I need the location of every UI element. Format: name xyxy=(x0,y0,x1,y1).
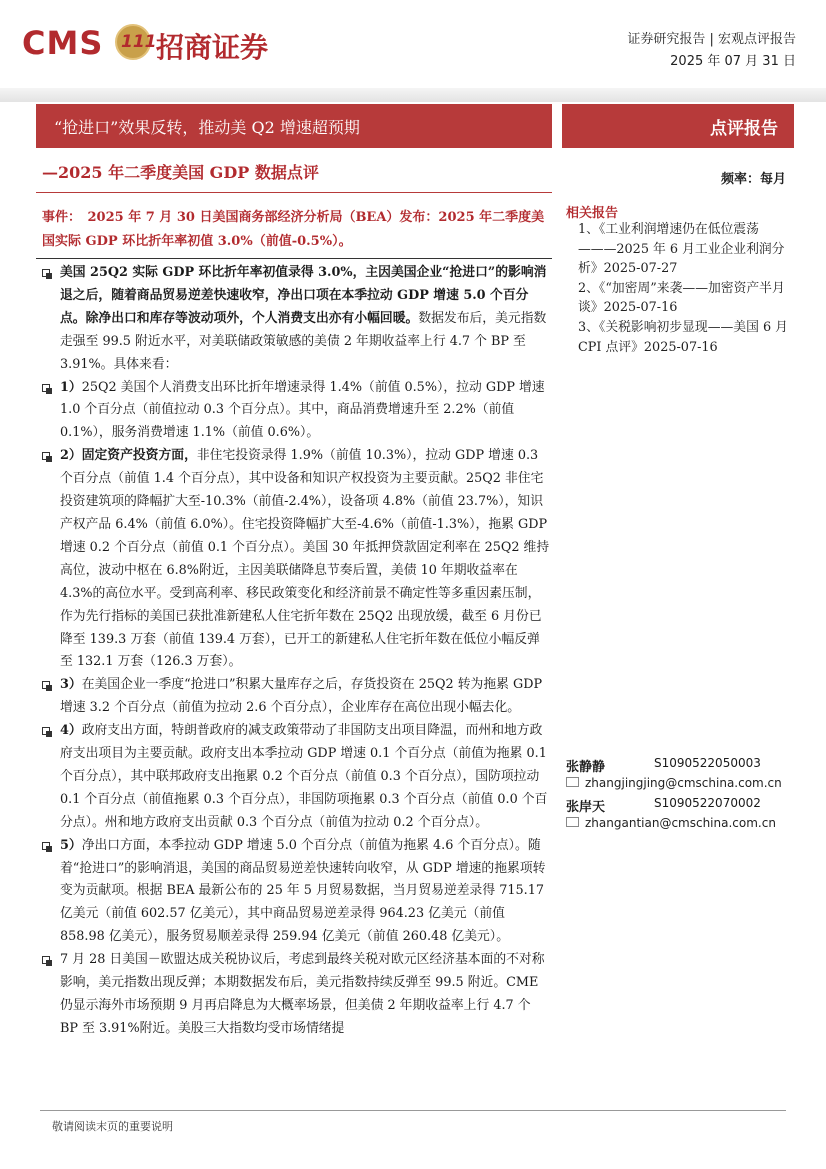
body-paragraph xyxy=(40,720,552,835)
bullet-icon xyxy=(42,681,50,689)
analyst-email[interactable]: zhangjingjing@cmschina.com.cn xyxy=(585,776,782,790)
related-report-link[interactable]: 1、《工业利润增速仍在低位震荡———2025 年 6 月工业企业利润分析》2025-07-27 xyxy=(578,222,785,277)
paragraph-text: 7 月 28 日美国－欧盟达成关税协议后，考虑到最终关税对欧元区经济基本面的不对称影响，美元指数出现反弹；本期数据发布后，美元指数持续反弹至 99.5 附近。CME 仍显示海外市场预期 9 月再启降息为大概率场景，但美债 2 年期收益率上行 4.7 个 BP 至 3.91%附近。美股三大指数均受市场情绪提 xyxy=(60,952,545,1036)
related-report-link[interactable]: 3、《关税影响初步显现——美国 6 月 CPI 点评》2025-07-16 xyxy=(578,319,788,355)
logo-chinese-name: 招商证券 xyxy=(156,31,269,64)
body-paragraph xyxy=(40,674,552,720)
analyst-email-row xyxy=(566,776,782,790)
divider xyxy=(36,192,552,193)
related-report-link[interactable]: 2、《“加密周”来袭——加密资产半月谈》2025-07-16 xyxy=(578,280,785,316)
analyst-name: 张岸天 xyxy=(566,800,606,815)
bullet-icon xyxy=(42,956,50,964)
analyst-license-id: S1090522070002 xyxy=(654,796,761,810)
analyst-entry xyxy=(566,756,761,775)
mail-icon xyxy=(566,777,579,787)
body-paragraph xyxy=(40,262,552,377)
header-band xyxy=(0,88,826,102)
mail-icon xyxy=(566,817,579,827)
report-type: 证券研究报告 | 宏观点评报告 xyxy=(627,32,796,47)
related-reports-list xyxy=(578,220,792,357)
bullet-icon xyxy=(42,842,50,850)
logo-mark-icon: 111 xyxy=(115,24,151,60)
bullet-icon xyxy=(42,727,50,735)
analyst-name: 张静静 xyxy=(566,760,606,775)
company-logo xyxy=(22,22,292,66)
paragraph-text: 非住宅投资录得 1.9%（前值 10.3%），拉动 GDP 增速 0.3 个百分点（前值 1.4 个百分点），其中设备和知识产权投资为主要贡献。25Q2 非住宅投资建筑项的降幅扩大至-10.3%（前值-2.4%），设备项 4.8%（前值 23.7%），知识产权产品 6.4%（前值 6.0%）。住宅投资降幅扩大至-4.6%（前值-1.3%），拖累 GDP 增速 0.2 个百分点（前值 0.1 个百分点）。美国 30 年抵押贷款固定利率在 25Q2 维持高位，波动中枢在 6.8%附近，主因美联储降息节奏后置，美债 10 年期收益率在 4.3%的高位水平。受到高利率、移民政策变化和经济前景不确定性等多重因素压制，作为先行指标的美国已获批准新建私人住宅折年数在 25Q2 出现放缓，截至 6 月份已降至 139.3 万套（前值 139.4 万套），已开工的新建私人住宅折年数在低位小幅反弹至 132.1 万套（126.3 万套）。 xyxy=(60,448,550,670)
report-title: “抢进口”效果反转，推动美 Q2 增速超预期 xyxy=(54,118,360,137)
report-frequency: 频率：每月 xyxy=(720,172,786,187)
paragraph-lead: 美国 25Q2 实际 GDP 环比折年率初值录得 3.0%，主因美国企业“抢进口”的影响消退之后，随着商品贸易逆差快速收窄，净出口项在本季拉动 GDP 增速 5.0 个百分点。除净出口和库存等波动项外，个人消费支出亦有小幅回暖。 xyxy=(60,265,547,326)
paragraph-lead: 4） xyxy=(60,723,82,739)
bullet-icon xyxy=(42,384,50,392)
logo-cms-text: CMS xyxy=(22,24,104,62)
paragraph-text: 政府支出方面，特朗普政府的减支政策带动了非国防支出项目降温，而州和地方政府支出项目为主要贡献。政府支出本季拉动 GDP 增速 0.1 个百分点（前值为拖累 0.1 个百分点），其中联邦政府支出拖累 0.2 个百分点（前值 0.3 个百分点），国防项拉动 0.1 个百分点（前值拖累 0.3 个百分点），非国防项拖累 0.3 个百分点（前值 0.0 个百分点）。州和地方政府支出贡献 0.3 个百分点（前值为拉动 0.2 个百分点）。 xyxy=(60,723,548,830)
body-paragraph xyxy=(40,445,552,674)
bullet-icon xyxy=(42,269,50,277)
bullet-icon xyxy=(42,452,50,460)
body-paragraph xyxy=(40,835,552,950)
analyst-email-row xyxy=(566,816,776,830)
body-paragraph xyxy=(40,949,552,1041)
paragraph-lead: 2）固定资产投资方面， xyxy=(60,448,197,464)
footer-divider xyxy=(40,1110,786,1111)
paragraph-lead: 3） xyxy=(60,677,82,693)
paragraph-lead: 5） xyxy=(60,837,82,853)
paragraph-text: 25Q2 美国个人消费支出环比折年增速录得 1.4%（前值 0.5%），拉动 GDP 增速 1.0 个百分点（前值拉动 0.3 个百分点）。其中，商品消费增速升至 2.2%（前值 0.1%），服务消费增速 1.1%（前值 0.6%）。 xyxy=(60,379,545,441)
report-category-bar xyxy=(562,104,794,148)
report-body xyxy=(40,262,552,1041)
paragraph-lead: 1） xyxy=(60,379,82,395)
title-bar xyxy=(36,104,552,148)
analyst-license-id: S1090522050003 xyxy=(654,756,761,770)
analyst-entry xyxy=(566,796,761,815)
report-subtitle: —2025 年二季度美国 GDP 数据点评 xyxy=(42,163,319,182)
analyst-email[interactable]: zhangantian@cmschina.com.cn xyxy=(585,816,776,830)
report-category: 点评报告 xyxy=(710,119,778,139)
divider xyxy=(36,258,552,259)
paragraph-text: 在美国企业一季度“抢进口”积累大量库存之后，存货投资在 25Q2 转为拖累 GDP 增速 3.2 个百分点（前值为拉动 2.6 个百分点），企业库存在高位出现小幅去化。 xyxy=(60,677,543,716)
related-reports-title: 相关报告 xyxy=(566,206,619,221)
paragraph-text: 数据发布后，美元指数走强至 99.5 附近水平，对美联储政策敏感的美债 2 年期收益率上行 4.7 个 BP 至 3.91%。具体来看： xyxy=(60,310,547,372)
footer-note: 敬请阅读末页的重要说明 xyxy=(52,1120,173,1133)
body-paragraph xyxy=(40,377,552,446)
event-summary: 事件： 2025 年 7 月 30 日美国商务部经济分析局（BEA）发布：2025 年二季度美国实际 GDP 环比折年率初值 3.0%（前值-0.5%）。 xyxy=(42,210,545,249)
paragraph-text: 净出口方面，本季拉动 GDP 增速 5.0 个百分点（前值为拖累 4.6 个百分点）。随着“抢进口”的影响消退，美国的商品贸易逆差快速转向收窄，从 GDP 增速的拖累项转变为贡献项。根据 BEA 最新公布的 25 年 5 月贸易数据，当月贸易逆差录得 715.17 亿美元（前值 602.57 亿美元），其中商品贸易逆差录得 964.23 亿美元（前值 858.98 亿美元），服务贸易顺差录得 259.94 亿美元（前值 260.48 亿美元）。 xyxy=(60,837,546,945)
report-date: 2025 年 07 月 31 日 xyxy=(670,54,796,69)
